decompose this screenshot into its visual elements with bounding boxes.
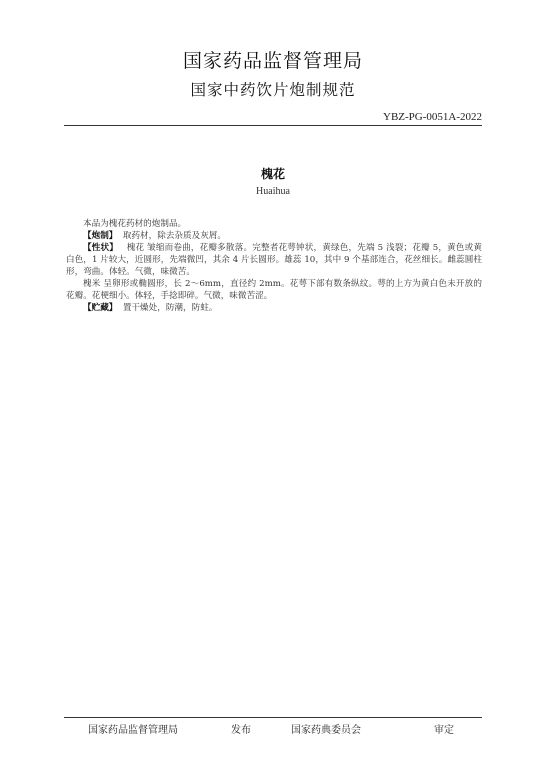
footer-issue-action: 发布 — [231, 725, 251, 736]
footer-reviewer: 国家药典委员会 — [291, 725, 361, 736]
processing-text: 取药材，除去杂质及灰屑。 — [122, 231, 226, 241]
description-paragraph-2: 槐米 呈卵形或椭圆形，长 2～6mm，直径约 2mm。花萼下部有数条纵纹。萼的上方为黄白色未开放的花瓣。花梗细小。体轻，手捻即碎。气微，味微苦涩。 — [66, 279, 482, 301]
description-heading: 【性状】 — [83, 243, 119, 253]
monograph-title: 槐花 — [260, 167, 285, 181]
standard-number: YBZ-PG-0051A-2022 — [383, 111, 482, 123]
monograph-pinyin: Huaihua — [256, 186, 290, 197]
storage-heading: 【贮藏】 — [83, 303, 118, 313]
storage-paragraph — [66, 302, 482, 314]
footer-issuer: 国家药品监督管理局 — [88, 725, 178, 736]
processing-paragraph — [66, 230, 482, 242]
footer-review-action: 审定 — [434, 725, 454, 736]
description-text: 槐花 皱缩而卷曲，花瓣多散落。完整者花萼钟状，黄绿色，先端 5 浅裂；花瓣 5，黄色或黄白色，1 片较大，近圆形，先端微凹，其余 4 片长圆形。雄蕊 10，其中 9 个基部连合，花丝细长。雌蕊圆柱形，弯曲。体轻。气微，味微苦。 — [66, 243, 482, 277]
monograph-body — [66, 218, 482, 314]
processing-heading: 【炮制】 — [83, 231, 118, 241]
storage-text: 置干燥处，防潮，防蛀。 — [122, 303, 218, 313]
issuing-agency-title: 国家药品监督管理局 — [182, 50, 363, 72]
footer-divider — [64, 717, 482, 718]
description-paragraph — [66, 242, 482, 278]
header-divider — [64, 125, 482, 126]
standard-series-title: 国家中药饮片炮制规范 — [190, 81, 356, 99]
intro-paragraph: 本品为槐花药材的炮制品。 — [83, 219, 187, 229]
